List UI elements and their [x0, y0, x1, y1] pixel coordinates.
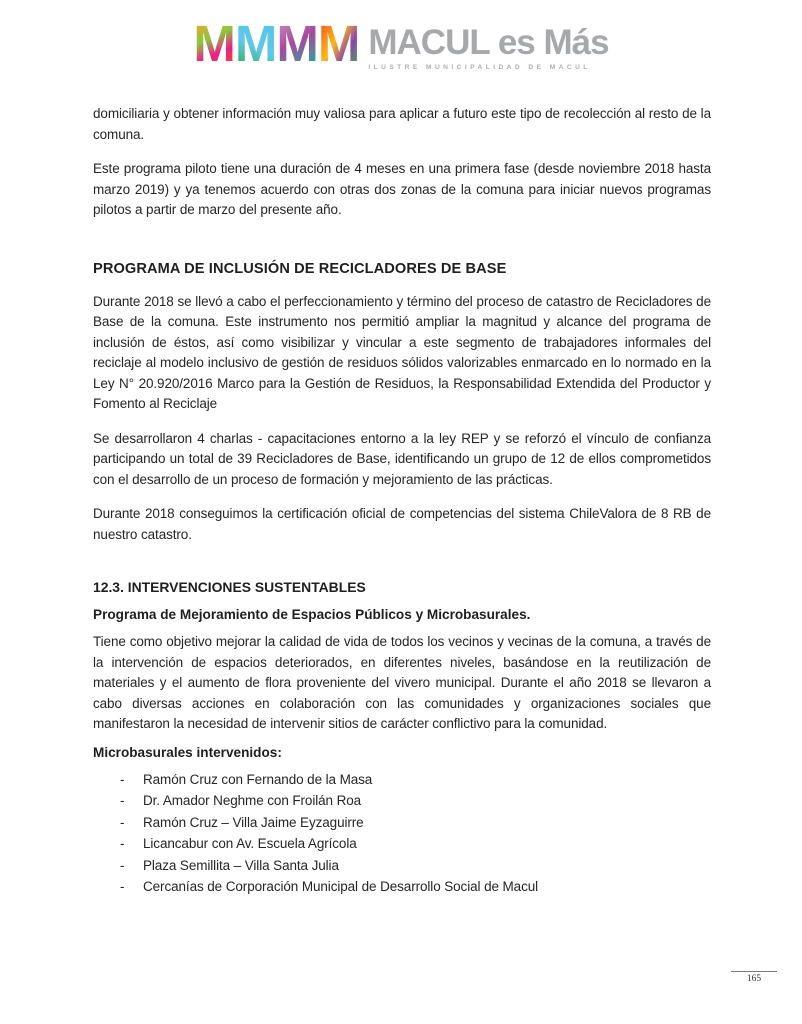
heading-microbasurales: Microbasurales intervenidos:: [93, 744, 282, 760]
paragraph-objetivo: Tiene como objetivo mejorar la calidad de vida de todos los vecinos y vecinas de la comuna, a través de la intervención de espacios deteriorados, en diferentes niveles, basándose en la reutilización de materiales y el aumento de flora proveniente del vivero municipal. Durante el año 2018 se llevaron a cabo diversas acciones en colaboración con las comunidades y organizaciones sociales que manifestaron la necesidad de intervenir sitios de carácter conflictivo para la comunidad.: [93, 634, 711, 731]
logo-text-block: [368, 22, 608, 71]
heading-programa-inclusion: PROGRAMA DE INCLUSIÓN DE RECICLADORES DE BASE: [93, 260, 507, 277]
heading-intervenciones-sustentables: 12.3. INTERVENCIONES SUSTENTABLES: [93, 579, 366, 595]
footer-divider: [731, 971, 777, 972]
microbasurales-list: [93, 769, 711, 899]
logo-m-letter-3: M: [276, 15, 318, 72]
paragraph-charlas: Se desarrollaron 4 charlas - capacitaciones entorno a la ley REP y se reforzó el vínculo de confianza participando un total de 39 Recicladores de Base, identificando un grupo de 12 de ellos comprometidos con el desarrollo de un proceso de formación y mejoramiento de las prácticas.: [93, 430, 711, 487]
logo-m-letter-1: M: [193, 15, 235, 72]
paragraph-certificacion: Durante 2018 conseguimos la certificación oficial de competencias del sistema ChileValora de 8 RB de nuestro catastro.: [93, 506, 711, 542]
logo-subtitle: ILUSTRE MUNICIPALIDAD DE MACUL: [368, 64, 591, 71]
page-number: 165: [746, 974, 762, 984]
logo-m-letter-4: M: [317, 15, 360, 72]
document-content: [93, 104, 711, 898]
list-item: - Ramón Cruz con Fernando de la Masa: [120, 769, 711, 791]
logo-monogram: [193, 15, 360, 72]
list-item: - Licancabur con Av. Escuela Agrícola: [120, 833, 711, 855]
municipality-logo: [0, 15, 802, 72]
page-footer: [731, 971, 777, 984]
paragraph-catastro: Durante 2018 se llevó a cabo el perfeccionamiento y término del proceso de catastro de Recicladores de Base de la comuna. Este instrumento nos permitió ampliar la magnitud y alcance del programa de inclusión de éstos, así como visibilizar y vincular a este segmento de trabajadores informales del reciclaje al modelo inclusivo de gestión de residuos sólidos valorizables enmarcado en lo normado en la Ley N° 20.920/2016 Marco para la Gestión de Residuos, la Responsabilidad Extendida del Productor y Fomento al Reciclaje: [93, 293, 711, 411]
paragraph-programa-piloto: Este programa piloto tiene una duración de 4 meses en una primera fase (desde noviembre 2018 hasta marzo 2019) y ya tenemos acuerdo con otras dos zonas de la comuna para iniciar nuevos programas pilotos a partir de marzo del presente año.: [93, 161, 711, 217]
logo-m-letter-2: M: [234, 15, 277, 72]
list-item: - Plaza Semillita – Villa Santa Julia: [120, 855, 711, 877]
heading-programa-mejoramiento: Programa de Mejoramiento de Espacios Públicos y Microbasurales.: [93, 607, 531, 622]
list-item: - Cercanías de Corporación Municipal de Desarrollo Social de Macul: [120, 876, 711, 898]
paragraph-recoleccion: domiciliaria y obtener información muy valiosa para aplicar a futuro este tipo de recolección al resto de la comuna.: [93, 106, 711, 142]
logo-title: MACUL es Más: [368, 23, 609, 62]
list-item: - Dr. Amador Neghme con Froilán Roa: [120, 790, 711, 812]
list-item: - Ramón Cruz – Villa Jaime Eyzaguirre: [120, 812, 711, 834]
